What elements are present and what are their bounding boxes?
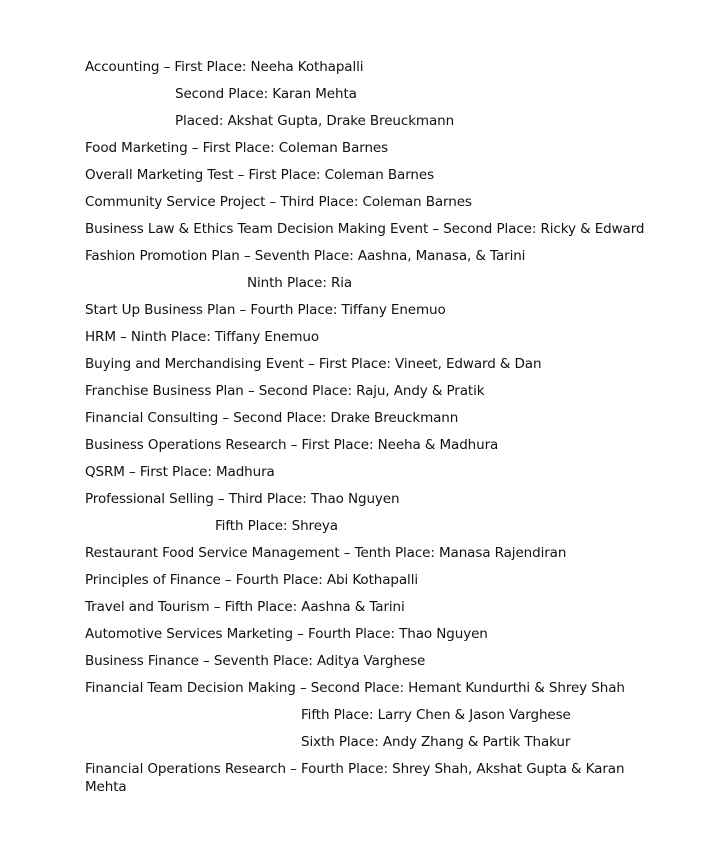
award-line-travel-tourism: Travel and Tourism – Fifth Place: Aashna & Tarini (85, 599, 405, 615)
award-line-accounting-placed: Placed: Akshat Gupta, Drake Breuckmann (175, 113, 455, 129)
award-line-business-law: Business Law & Ethics Team Decision Making Event – Second Place: Ricky & Edward (85, 221, 645, 237)
award-line-professional-selling: Professional Selling – Third Place: Thao Nguyen (85, 491, 400, 507)
award-line-qsrm: QSRM – First Place: Madhura (85, 464, 275, 480)
award-line-fashion-ninth: Ninth Place: Ria (247, 275, 353, 291)
award-line-financial-consulting: Financial Consulting – Second Place: Drake Breuckmann (85, 410, 459, 426)
award-line-start-up: Start Up Business Plan – Fourth Place: Tiffany Enemuo (85, 302, 446, 318)
award-line-business-operations: Business Operations Research – First Place: Neeha & Madhura (85, 437, 499, 453)
award-line-community-service: Community Service Project – Third Place: Coleman Barnes (85, 194, 472, 210)
award-line-food-marketing: Food Marketing – First Place: Coleman Barnes (85, 140, 389, 156)
award-line-hrm: HRM – Ninth Place: Tiffany Enemuo (85, 329, 320, 345)
award-line-professional-selling-fifth: Fifth Place: Shreya (215, 518, 338, 534)
award-line-financial-operations: Financial Operations Research – Fourth Place: Shrey Shah, Akshat Gupta & Karan Mehta (85, 761, 625, 795)
award-line-accounting: Accounting – First Place: Neeha Kothapalli (85, 59, 364, 75)
award-line-principles-finance: Principles of Finance – Fourth Place: Abi Kothapalli (85, 572, 418, 588)
award-line-accounting-second: Second Place: Karan Mehta (175, 86, 357, 102)
award-line-overall-marketing: Overall Marketing Test – First Place: Coleman Barnes (85, 167, 435, 183)
award-line-financial-team-sixth: Sixth Place: Andy Zhang & Partik Thakur (301, 734, 571, 750)
award-line-financial-team-fifth: Fifth Place: Larry Chen & Jason Varghese (301, 707, 571, 723)
award-line-automotive: Automotive Services Marketing – Fourth Place: Thao Nguyen (85, 626, 488, 642)
award-line-franchise: Franchise Business Plan – Second Place: Raju, Andy & Pratik (85, 383, 485, 399)
award-line-business-finance: Business Finance – Seventh Place: Aditya Varghese (85, 653, 426, 669)
award-line-buying-merchandising: Buying and Merchandising Event – First Place: Vineet, Edward & Dan (85, 356, 542, 372)
award-line-restaurant-food: Restaurant Food Service Management – Tenth Place: Manasa Rajendiran (85, 545, 567, 561)
award-line-financial-team: Financial Team Decision Making – Second Place: Hemant Kundurthi & Shrey Shah (85, 680, 625, 696)
award-line-fashion-promotion: Fashion Promotion Plan – Seventh Place: Aashna, Manasa, & Tarini (85, 248, 526, 264)
